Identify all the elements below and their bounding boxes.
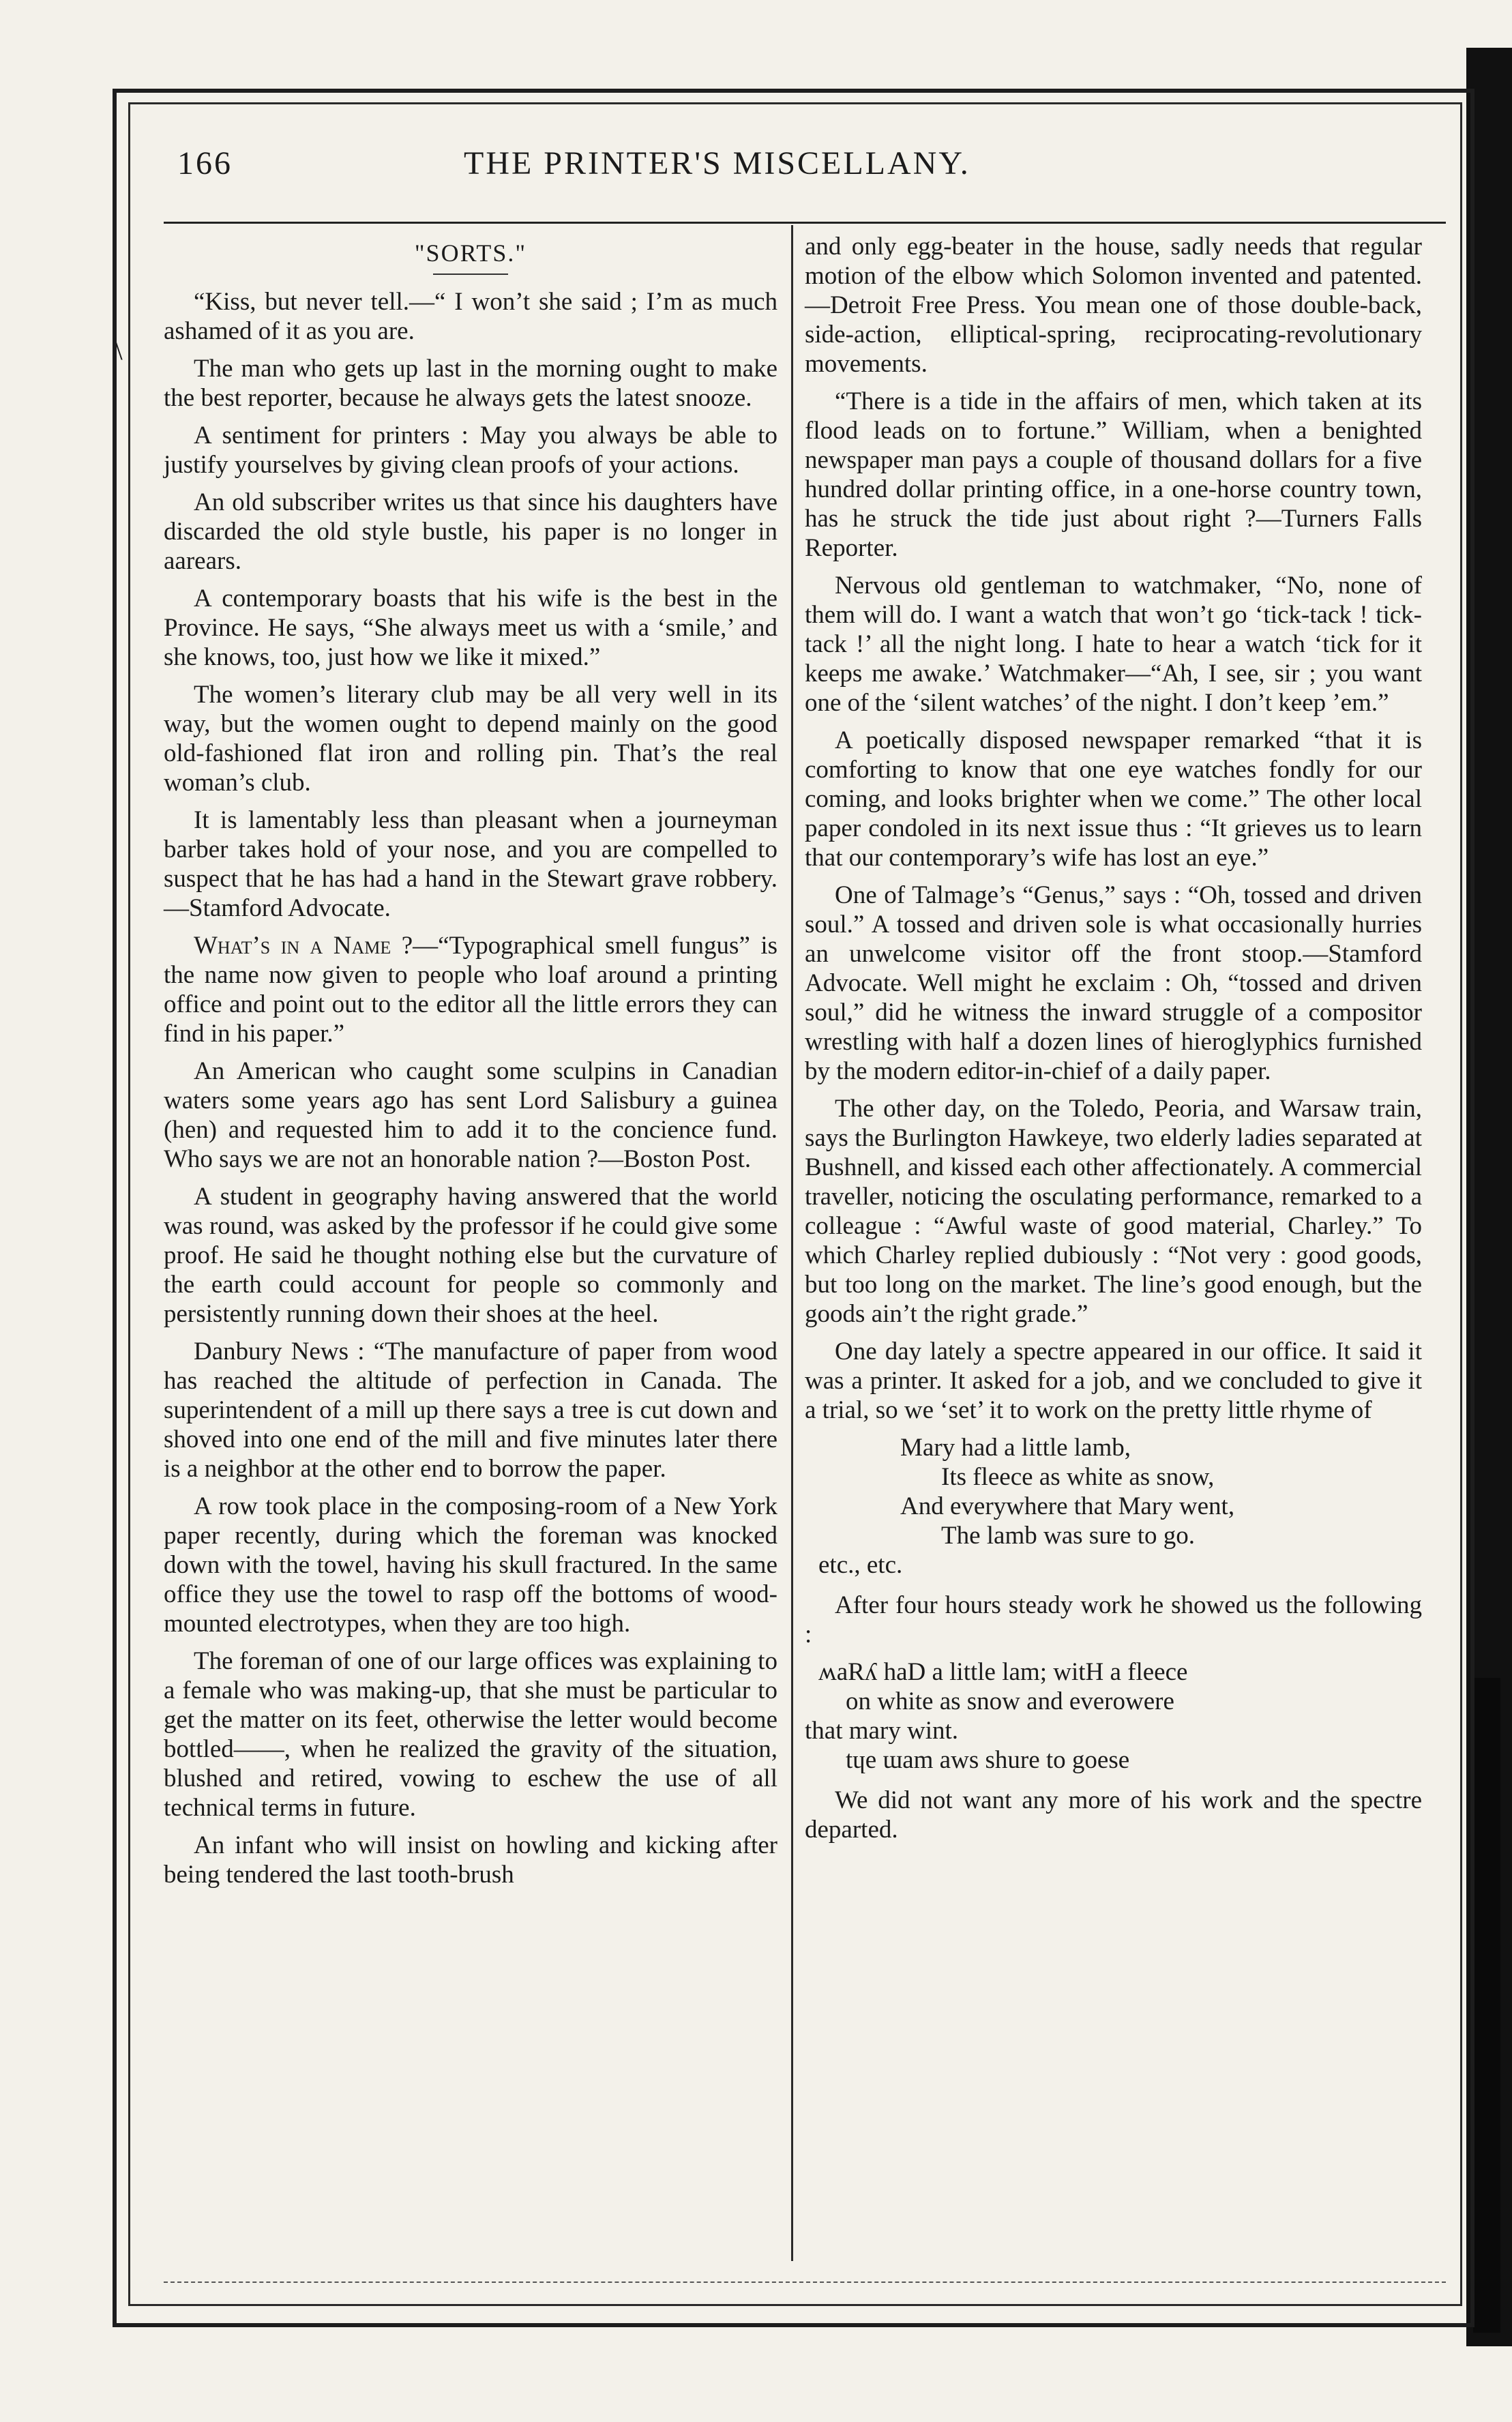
paragraph: The other day, on the Toledo, Peoria, and Warsaw train, says the Burlington Hawkeye, two elderly ladies separated at Bushnell, and kissed each other affectionately. A commercial traveller, noticing the osculating performance, remarked to a colleague : “Awful waste of good material, Charley.” To which Charley replied dubiously : “Not very : good goods, but too long on the market. The line’s good enough, but the goods ain’t the right grade.” xyxy=(805,1095,1422,1328)
title-rule xyxy=(433,274,508,275)
left-column xyxy=(164,232,777,1897)
poem-line: And everywhere that Mary went, xyxy=(900,1492,1235,1520)
paragraph xyxy=(164,931,777,1048)
header-rule xyxy=(164,222,1446,224)
continued-paragraph: and only egg-beater in the house, sadly needs that regular motion of the elbow which Solomon invented and patented.—Detroit Free Press. You mean one of those double-back, side-action, elliptical-spring, reciprocating-revolutionary movements. xyxy=(805,233,1422,378)
paragraph: The man who gets up last in the morning ought to make the best reporter, because he always gets the latest snooze. xyxy=(164,355,777,412)
garbled-line: ʍаRʎ haD a little lam; witH a fleece xyxy=(818,1658,1188,1686)
poem xyxy=(805,1433,1422,1580)
paragraph: The women’s literary club may be all very well in its way, but the women ought to depend mainly on the good old-fashioned flat iron and rolling pin. That’s the real woman’s club. xyxy=(164,681,777,797)
poem-line: The lamb was sure to go. xyxy=(941,1522,1195,1550)
paragraph: “There is a tide in the affairs of men, which taken at its flood leads on to fortune.” William, when a benighted newspaper man pays a couple of thousand dollars for a five hundred dollar printing office, in a one-horse country town, has he struck the tide just about right ?—Turners Falls Reporter. xyxy=(805,387,1422,562)
paragraph: “Kiss, but never tell.—“ I won’t she said ; I’m as much ashamed of it as you are. xyxy=(164,288,777,345)
paragraph: A poetically disposed newspaper remarked “that it is comforting to know that one eye watches fondly for our coming, and looks brighter when we come.” The other local paper condoled in its next issue thus : “It grieves us to learn that our contemporary’s wife has lost an eye.” xyxy=(805,726,1422,872)
paragraph: It is lamentably less than pleasant when a journeyman barber takes hold of your nose, and you are compelled to suspect that he has had a hand in the Stewart grave robbery.—Stamford Advocate. xyxy=(164,806,777,922)
paragraph: The foreman of one of our large offices was explaining to a female who was making-up, that she must be particular to get the matter on its feet, otherwise the letter would become bottled——, when he realized the gravity of the situation, blushed and retired, vowing to eschew the use of all technical terms in future. xyxy=(164,1647,777,1822)
paragraph: An infant who will insist on howling and kicking after being tendered the last tooth-brush xyxy=(164,1831,777,1889)
margin-mark: \ xyxy=(115,335,123,366)
paragraph: One of Talmage’s “Genus,” says : “Oh, tossed and driven soul.” A tossed and driven sole is what occasionally hurries an unwelcome visitor off the front stoop.—Stamford Advocate. Well might he exclaim : Oh, “tossed and driven soul,” did he witness the inward struggle of a compositor wrestling with half a dozen lines of hieroglyphics furnished by the modern editor-in-chief of a daily paper. xyxy=(805,881,1422,1085)
paragraph: Nervous old gentleman to watchmaker, “No, none of them will do. I want a watch that won’t go ‘tick-tack ! tick-tack !’ all the night long. I hate to hear a watch ‘tick for it keeps me awake.’ Watchmaker—“Ah, I see, sir ; you want one of the ‘silent watches’ of the night. I don’t keep ’em.” xyxy=(805,572,1422,717)
garbled-line: on white as snow and everowere xyxy=(846,1687,1174,1715)
column-divider xyxy=(791,225,793,2261)
paragraph: An old subscriber writes us that since his daughters have discarded the old style bustle, his paper is no longer in aarears. xyxy=(164,488,777,575)
page-header xyxy=(164,145,1446,192)
paragraph: After four hours steady work he showed us the following : xyxy=(805,1591,1422,1649)
garbled-line: that mary wint. xyxy=(805,1717,959,1745)
paragraph: One day lately a spectre appeared in our office. It said it was a printer. It asked for a job, and we concluded to give it a trial, so we ‘set’ it to work on the pretty little rhyme of xyxy=(805,1338,1422,1424)
poem-line: Mary had a little lamb, xyxy=(900,1434,1131,1462)
paragraph: A row took place in the composing-room of a New York paper recently, during which the foreman was knocked down with the towel, having his skull fractured. In the same office they use the towel to rasp off the bottoms of wood-mounted electrotypes, when they are too high. xyxy=(164,1492,777,1638)
running-title: THE PRINTER'S MISCELLANY. xyxy=(464,145,970,181)
paragraph-lead: What’s in a Name ? xyxy=(194,932,413,960)
paragraph: A contemporary boasts that his wife is the best in the Province. He says, “She always meet us with a ‘smile,’ and she knows, too, just how we like it mixed.” xyxy=(164,585,777,671)
spine-shadow-edge xyxy=(1473,1678,1500,2333)
section-title: "SORTS." xyxy=(414,239,527,267)
paragraph: We did not want any more of his work and the spectre departed. xyxy=(805,1786,1422,1844)
paragraph: A sentiment for printers : May you always be able to justify yourselves by giving clean proofs of your actions. xyxy=(164,422,777,479)
paragraph: Danbury News : “The manufacture of paper from wood has reached the altitude of perfection in Canada. The superintendent of a mill up there says a tree is cut down and shoved into one end of the mill and five minutes later there is a neighbor at the other end to borrow the paper. xyxy=(164,1338,777,1483)
poem-line: etc., etc. xyxy=(818,1551,903,1579)
paragraph: An American who caught some sculpins in Canadian waters some years ago has sent Lord Salisbury a guinea (hen) and requested him to add it to the concience fund. Who says we are not an honorable nation ?—Boston Post. xyxy=(164,1057,777,1173)
garbled-line: tɥe ɯam aws shure to goese xyxy=(846,1746,1130,1774)
bottom-rule xyxy=(164,2281,1446,2283)
paragraph-body: —“Typographical smell fungus” is the name now given to people who loaf around a printing office and point out to the editor all the little errors they can find in his paper.” xyxy=(164,932,777,1048)
page-number: 166 xyxy=(177,145,233,181)
paragraph: A student in geography having answered that the world was round, was asked by the professor if he could give some proof. He said he thought nothing else but the curvature of the earth could account for people so commonly and persistently running down their shoes at the heel. xyxy=(164,1183,777,1328)
right-column xyxy=(805,232,1422,1852)
garbled-poem xyxy=(805,1657,1422,1775)
poem-line: Its fleece as white as snow, xyxy=(941,1463,1215,1491)
